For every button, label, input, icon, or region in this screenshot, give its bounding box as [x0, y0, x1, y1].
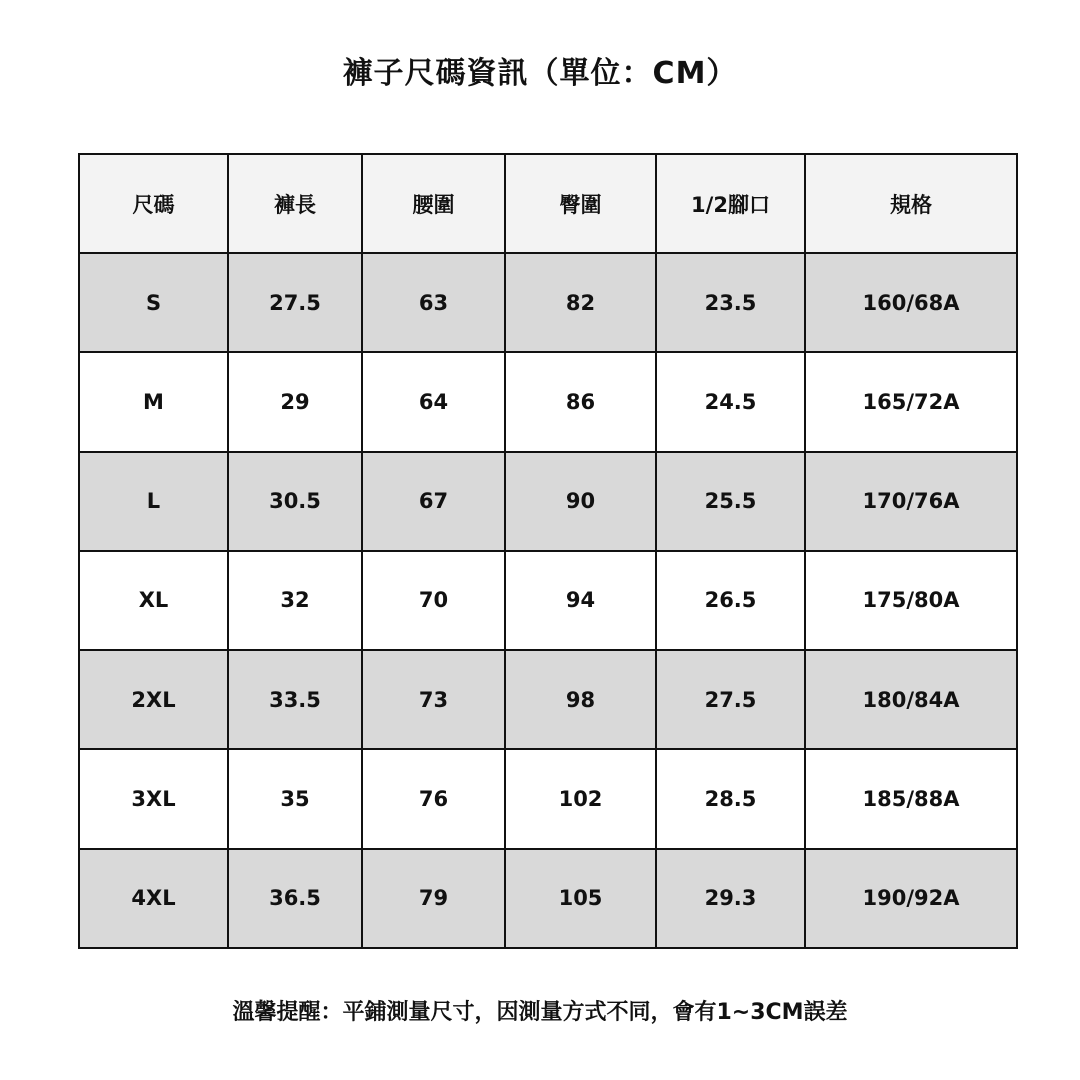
cell-hip: 98	[505, 650, 656, 749]
cell-spec: 170/76A	[805, 452, 1017, 551]
header-pants-length: 褲長	[228, 154, 362, 253]
cell-half-leg-opening: 28.5	[656, 749, 805, 848]
cell-spec: 165/72A	[805, 352, 1017, 451]
cell-spec: 180/84A	[805, 650, 1017, 749]
table-row	[79, 253, 1017, 352]
cell-hip: 94	[505, 551, 656, 650]
cell-size: S	[79, 253, 228, 352]
table-header-row	[79, 154, 1017, 253]
cell-half-leg-opening: 27.5	[656, 650, 805, 749]
header-waist: 腰圍	[362, 154, 505, 253]
header-hip: 臀圍	[505, 154, 656, 253]
table-row	[79, 849, 1017, 948]
cell-half-leg-opening: 26.5	[656, 551, 805, 650]
cell-half-leg-opening: 29.3	[656, 849, 805, 948]
cell-waist: 64	[362, 352, 505, 451]
cell-waist: 76	[362, 749, 505, 848]
cell-waist: 67	[362, 452, 505, 551]
cell-size: M	[79, 352, 228, 451]
page-title: 褲子尺碼資訊（單位：CM）	[342, 56, 738, 91]
size-chart-table	[78, 153, 1018, 949]
header-half-leg-opening: 1/2腳口	[656, 154, 805, 253]
cell-pants-length: 30.5	[228, 452, 362, 551]
cell-hip: 82	[505, 253, 656, 352]
cell-size: 3XL	[79, 749, 228, 848]
header-size: 尺碼	[79, 154, 228, 253]
cell-pants-length: 33.5	[228, 650, 362, 749]
cell-pants-length: 32	[228, 551, 362, 650]
table-row	[79, 452, 1017, 551]
measurement-note: 溫馨提醒：平鋪測量尺寸，因測量方式不同，會有1~3CM誤差	[232, 1000, 848, 1025]
cell-hip: 90	[505, 452, 656, 551]
cell-pants-length: 29	[228, 352, 362, 451]
cell-pants-length: 35	[228, 749, 362, 848]
cell-pants-length: 36.5	[228, 849, 362, 948]
table-row	[79, 650, 1017, 749]
cell-spec: 190/92A	[805, 849, 1017, 948]
cell-hip: 86	[505, 352, 656, 451]
cell-hip: 102	[505, 749, 656, 848]
cell-hip: 105	[505, 849, 656, 948]
cell-size: XL	[79, 551, 228, 650]
table-row	[79, 749, 1017, 848]
cell-half-leg-opening: 23.5	[656, 253, 805, 352]
cell-waist: 70	[362, 551, 505, 650]
table-row	[79, 352, 1017, 451]
cell-spec: 175/80A	[805, 551, 1017, 650]
cell-waist: 63	[362, 253, 505, 352]
cell-pants-length: 27.5	[228, 253, 362, 352]
header-spec: 規格	[805, 154, 1017, 253]
cell-spec: 185/88A	[805, 749, 1017, 848]
cell-size: 4XL	[79, 849, 228, 948]
cell-waist: 73	[362, 650, 505, 749]
cell-half-leg-opening: 25.5	[656, 452, 805, 551]
cell-size: 2XL	[79, 650, 228, 749]
cell-half-leg-opening: 24.5	[656, 352, 805, 451]
cell-waist: 79	[362, 849, 505, 948]
cell-size: L	[79, 452, 228, 551]
cell-spec: 160/68A	[805, 253, 1017, 352]
table-row	[79, 551, 1017, 650]
